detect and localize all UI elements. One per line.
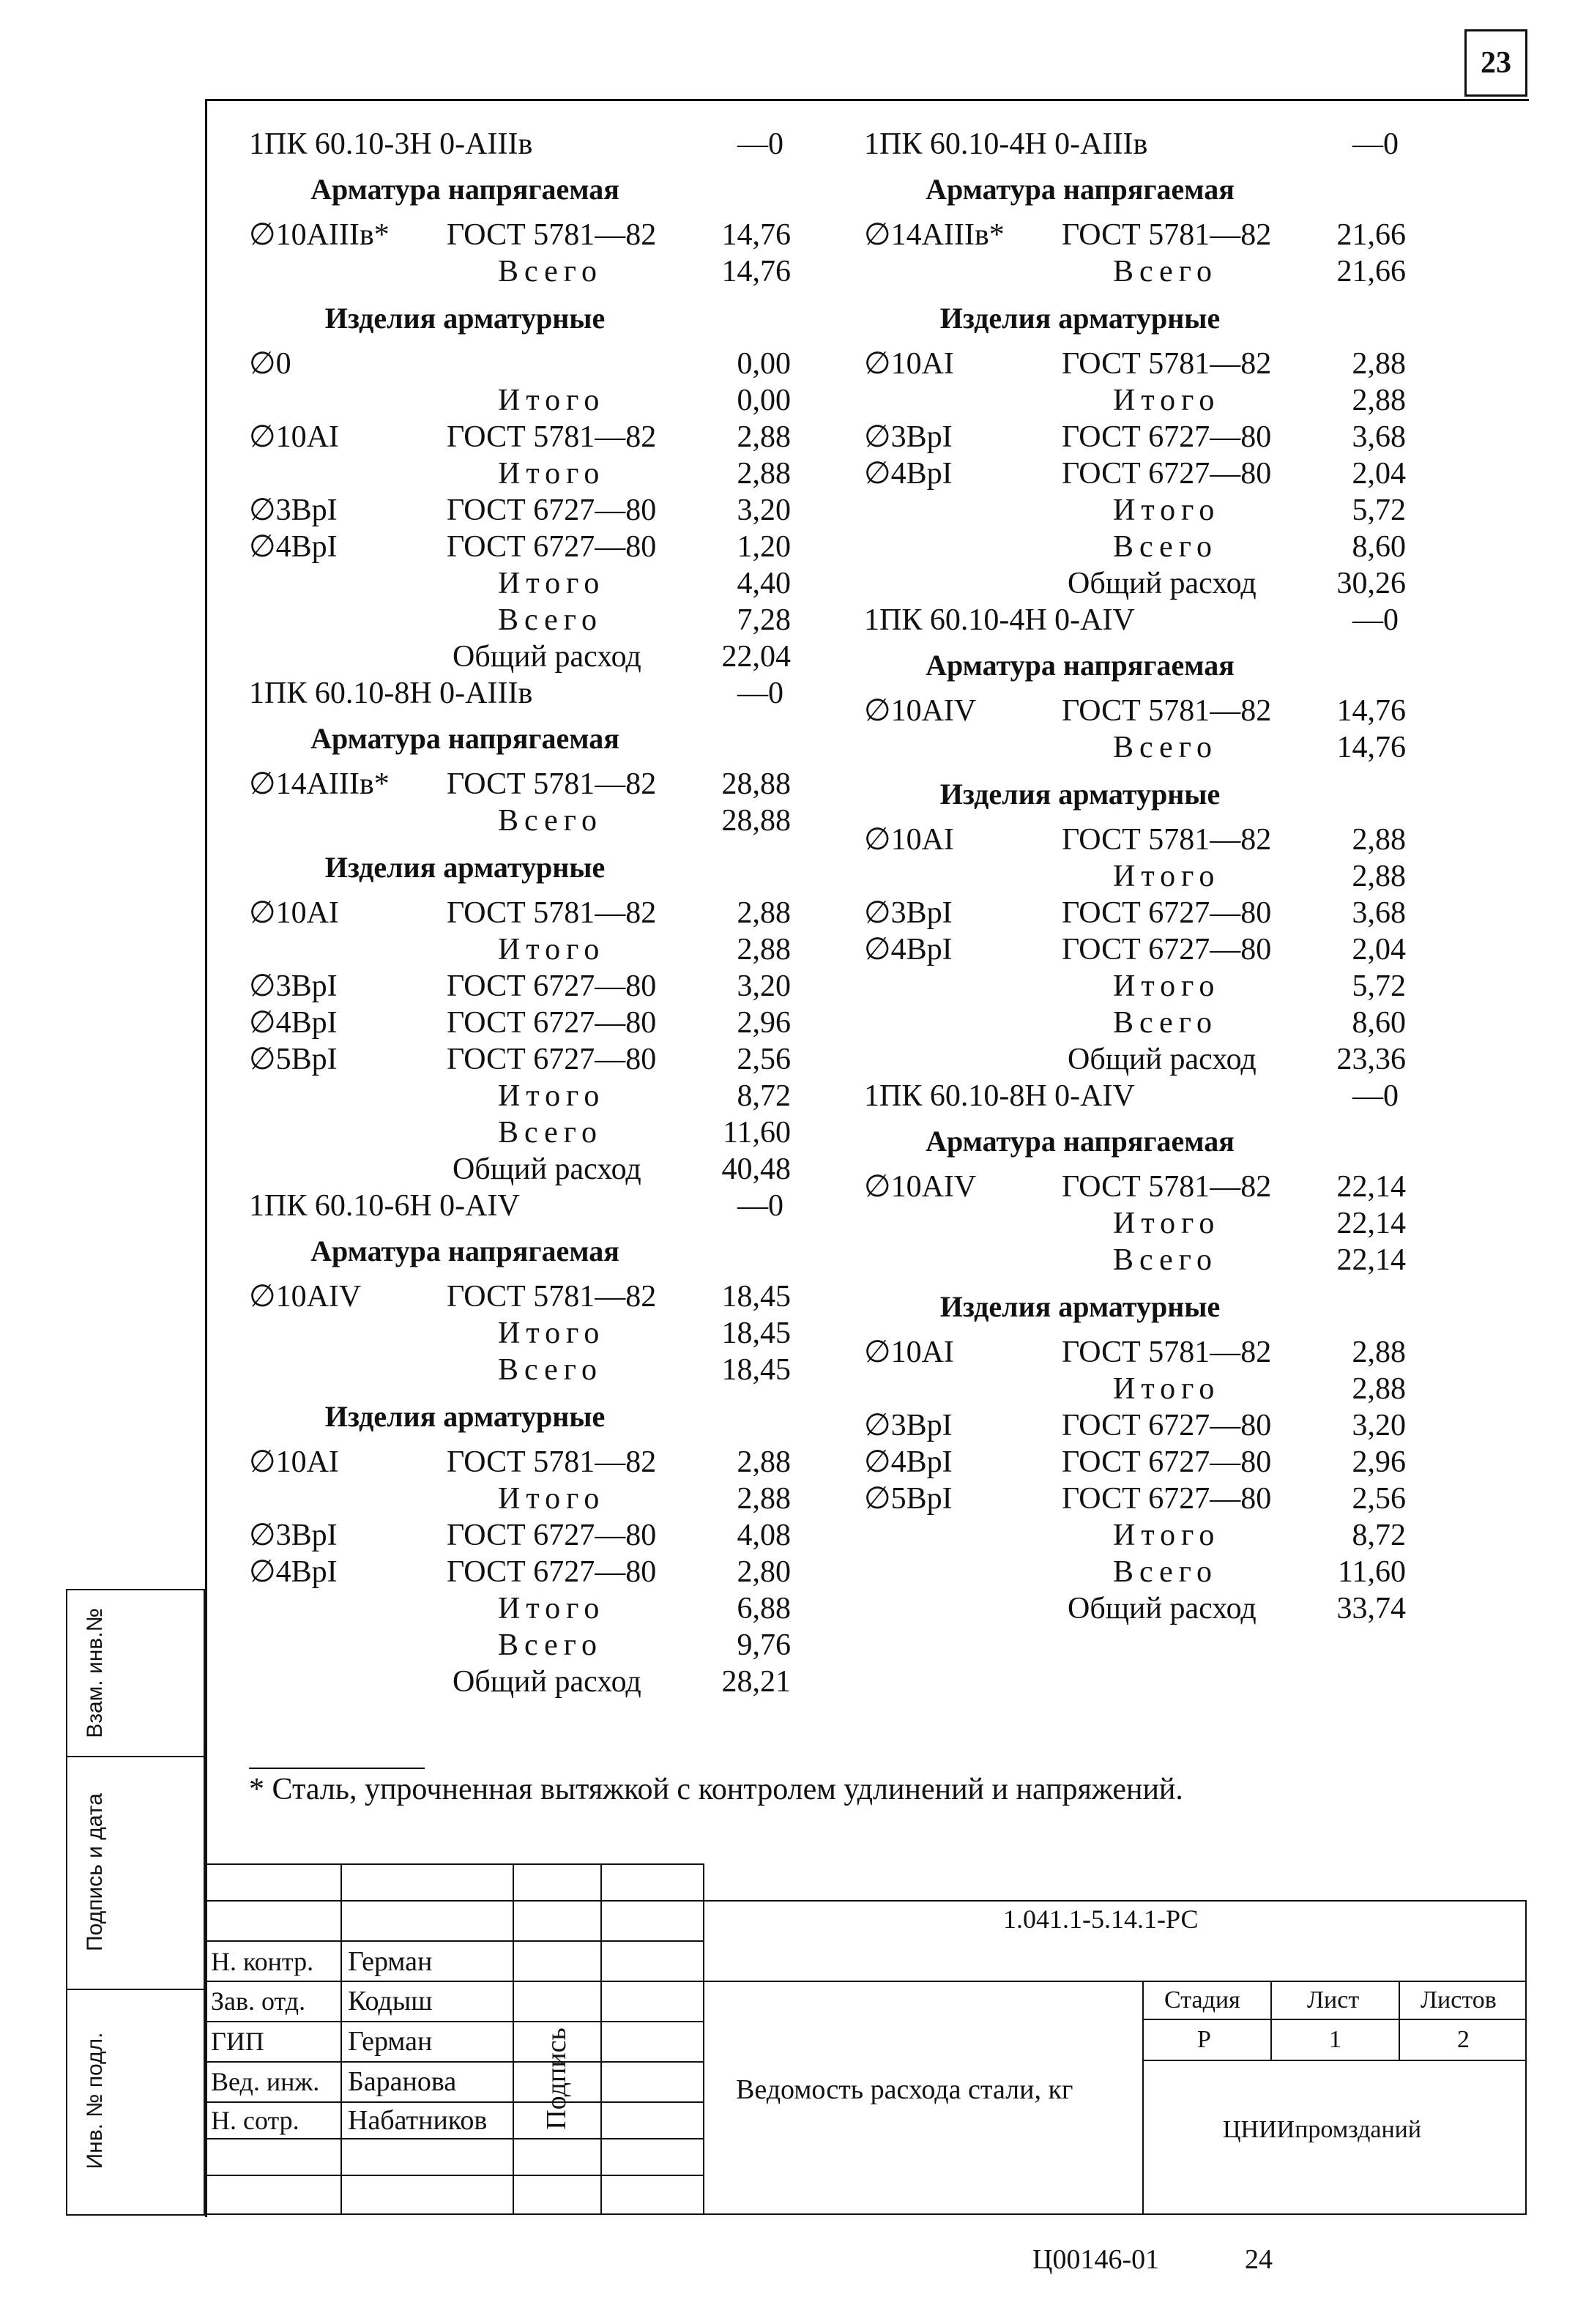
stamp-line (1142, 2060, 1527, 2061)
gost-standard: ГОСТ 5781—82 (1062, 347, 1272, 381)
title-block (205, 1863, 1527, 2215)
subtotal-label: Всего (1113, 731, 1218, 764)
sheet-value: 1 (1329, 2026, 1341, 2053)
gost-standard: ГОСТ 6727—80 (1062, 1445, 1272, 1479)
side-label-inv: Инв. № подл. (83, 2032, 107, 2170)
mass-value: 21,66 (1336, 218, 1406, 252)
mass-value: —0 (1352, 127, 1399, 161)
gost-standard: ГОСТ 5781—82 (447, 896, 657, 930)
stamp-bottom-edge (205, 2213, 1527, 2215)
subtotal-label: Итого (1113, 860, 1221, 893)
subtotal-row (249, 1352, 791, 1388)
subtotal-row (864, 968, 1406, 1005)
subtotal-label: Итого (498, 1482, 606, 1516)
subtotal-label: Всего (1113, 255, 1218, 288)
subtotal-label: Всего (1113, 1006, 1218, 1040)
gost-standard: ГОСТ 5781—82 (447, 767, 657, 801)
steel-row (249, 419, 791, 455)
subtotal-row (249, 565, 791, 602)
stamp-line (205, 1940, 703, 1942)
mass-value: 28,88 (721, 767, 791, 801)
gost-standard: ГОСТ 5781—82 (1062, 218, 1272, 252)
subtotal-row (249, 455, 791, 492)
mass-value: 2,56 (737, 1043, 791, 1076)
steel-row (864, 693, 1406, 729)
total-row (249, 1151, 791, 1188)
side-label-podpis: Подпись и дата (83, 1793, 107, 1951)
product-name: 1ПК 60.10-4Н 0-АIIIв (864, 127, 1148, 161)
rebar-item: ∅10АIV (249, 1280, 362, 1314)
stamp-line (703, 1863, 704, 2215)
stamp-line (205, 2021, 703, 2022)
mass-value: 3,68 (1352, 420, 1406, 454)
role-gip: ГИП (211, 2027, 264, 2056)
subtotal-label: Всего (498, 1116, 603, 1150)
mass-value: 2,88 (737, 1445, 791, 1479)
gost-standard: ГОСТ 6727—80 (1062, 1409, 1272, 1442)
total-label: Общий расход (453, 1152, 641, 1186)
steel-row (864, 1334, 1406, 1371)
product-name: 1ПК 60.10-4Н 0-АIV (864, 603, 1135, 637)
steel-row (249, 529, 791, 565)
total-row (864, 1041, 1406, 1078)
rebar-item: ∅4ВрI (249, 1006, 338, 1040)
steel-row (249, 1517, 791, 1554)
rebar-item: ∅10АIV (864, 694, 977, 728)
mass-value: 14,76 (1336, 694, 1406, 728)
subtotal-label: Итого (498, 384, 606, 417)
steel-row (249, 346, 791, 382)
gost-standard: ГОСТ 6727—80 (447, 1043, 657, 1076)
role-vedinzh: Вед. инж. (211, 2067, 320, 2096)
section-heading-text: Изделия арматурные (324, 851, 606, 884)
stamp-line (205, 1863, 703, 1865)
steel-row (864, 822, 1406, 858)
product-row (249, 675, 791, 712)
rebar-item: ∅3ВрI (864, 1409, 953, 1442)
subtotal-row (249, 1481, 791, 1517)
mass-value: 2,04 (1352, 457, 1406, 491)
mass-value: 30,26 (1336, 567, 1406, 600)
mass-value: 5,72 (1352, 494, 1406, 527)
mass-value: 7,28 (737, 603, 791, 637)
subtotal-row (864, 529, 1406, 565)
mass-value: 4,40 (737, 567, 791, 600)
section-heading-text: Изделия арматурные (939, 302, 1221, 335)
subtotal-label: Всего (1113, 1243, 1218, 1277)
rebar-item: ∅4ВрI (864, 933, 953, 967)
mass-value: 2,88 (737, 1482, 791, 1516)
mass-value: 2,96 (737, 1006, 791, 1040)
subtotal-row (249, 1315, 791, 1352)
total-label: Общий расход (453, 1665, 641, 1699)
section-heading (864, 300, 1406, 337)
mass-value: 2,88 (1352, 823, 1406, 857)
rebar-item: ∅4ВрI (864, 457, 953, 491)
product-row (249, 1188, 791, 1224)
subtotal-label: Итого (498, 1079, 606, 1113)
mass-value: —0 (737, 1189, 783, 1223)
stamp-line (1270, 1981, 1272, 2061)
stamp-line (600, 1863, 602, 2215)
subtotal-row (249, 253, 791, 290)
subtotal-label: Итого (1113, 494, 1221, 527)
subtotal-row (864, 1371, 1406, 1407)
steel-row (864, 455, 1406, 492)
rebar-item: ∅0 (249, 347, 291, 381)
subtotal-row (864, 253, 1406, 290)
stamp-line (340, 1863, 342, 2215)
subtotal-row (249, 1627, 791, 1664)
mass-value: 22,14 (1336, 1243, 1406, 1277)
total-row (249, 638, 791, 675)
section-heading (864, 1123, 1406, 1160)
subtotal-label: Итого (1113, 969, 1221, 1003)
total-row (864, 565, 1406, 602)
mass-value: 2,88 (737, 933, 791, 967)
subtotal-row (249, 1114, 791, 1151)
rebar-item: ∅10АIIIв* (249, 218, 390, 252)
mass-value: 2,88 (1352, 1372, 1406, 1406)
total-label: Общий расход (1068, 1592, 1256, 1625)
total-label: Общий расход (1068, 567, 1256, 600)
section-heading (249, 171, 791, 208)
mass-value: 28,88 (721, 804, 791, 838)
subtotal-row (864, 382, 1406, 419)
rebar-item: ∅10АI (249, 896, 339, 930)
section-heading (249, 1233, 791, 1270)
stamp-line (205, 1981, 1527, 1982)
signature-label: Подпись (541, 2027, 572, 2130)
rebar-item: ∅3ВрI (864, 896, 953, 930)
section-heading-text: Арматура напрягаемая (926, 1125, 1235, 1158)
steel-row (249, 895, 791, 931)
rebar-item: ∅5ВрI (249, 1043, 338, 1076)
stamp-line (1399, 1981, 1400, 2061)
product-row (864, 602, 1406, 638)
gost-standard: ГОСТ 5781—82 (1062, 1336, 1272, 1369)
gost-standard: ГОСТ 6727—80 (1062, 420, 1272, 454)
mass-value: 3,68 (1352, 896, 1406, 930)
mass-value: 14,76 (721, 218, 791, 252)
product-row (864, 126, 1406, 163)
mass-value: 22,14 (1336, 1170, 1406, 1204)
gost-standard: ГОСТ 6727—80 (447, 1006, 657, 1040)
subtotal-row (864, 1005, 1406, 1041)
bottom-page: 24 (1245, 2244, 1273, 2275)
steel-row (249, 968, 791, 1005)
rebar-item: ∅4ВрI (864, 1445, 953, 1479)
subtotal-row (864, 1242, 1406, 1278)
mass-value: 33,74 (1336, 1592, 1406, 1625)
rebar-item: ∅10АI (249, 420, 339, 454)
subtotal-label: Всего (498, 804, 603, 838)
stamp-line (513, 1863, 514, 2215)
steel-row (249, 766, 791, 802)
gost-standard: ГОСТ 5781—82 (447, 1280, 657, 1314)
section-heading (864, 776, 1406, 813)
subtotal-label: Всего (1113, 530, 1218, 564)
gost-standard: ГОСТ 6727—80 (1062, 933, 1272, 967)
mass-value: 2,56 (1352, 1482, 1406, 1516)
steel-row (249, 492, 791, 529)
section-heading (249, 300, 791, 337)
mass-value: 2,80 (737, 1555, 791, 1589)
subtotal-row (864, 1205, 1406, 1242)
subtotal-label: Итого (1113, 1207, 1221, 1240)
subtotal-label: Всего (498, 603, 603, 637)
section-heading (864, 647, 1406, 684)
mass-value: 2,96 (1352, 1445, 1406, 1479)
mass-value: —0 (1352, 1079, 1399, 1113)
gost-standard: ГОСТ 6727—80 (1062, 457, 1272, 491)
mass-value: 0,00 (737, 347, 791, 381)
stamp-line (1142, 2019, 1527, 2020)
mass-value: 8,72 (737, 1079, 791, 1113)
rebar-item: ∅5ВрI (864, 1482, 953, 1516)
mass-value: 18,45 (721, 1280, 791, 1314)
mass-value: 9,76 (737, 1628, 791, 1662)
rebar-item: ∅3ВрI (249, 494, 338, 527)
name-nsotr: Набатников (348, 2105, 488, 2136)
section-heading (249, 849, 791, 886)
subtotal-row (864, 729, 1406, 766)
steel-row (249, 1278, 791, 1315)
subtotal-label: Всего (1113, 1555, 1218, 1589)
mass-value: 23,36 (1336, 1043, 1406, 1076)
section-heading-text: Арматура напрягаемая (926, 649, 1235, 682)
steel-row (864, 346, 1406, 382)
mass-value: 2,88 (737, 896, 791, 930)
section-heading-text: Изделия арматурные (939, 1290, 1221, 1323)
subtotal-label: Итого (498, 1592, 606, 1625)
subtotal-row (249, 1078, 791, 1114)
subtotal-label: Итого (1113, 1372, 1221, 1406)
gost-standard: ГОСТ 5781—82 (1062, 694, 1272, 728)
section-heading-text: Арматура напрягаемая (926, 173, 1235, 206)
section-heading-text: Арматура напрягаемая (310, 1234, 619, 1267)
mass-value: 11,60 (723, 1116, 791, 1150)
subtotal-row (249, 802, 791, 839)
subtotal-row (249, 931, 791, 968)
gost-standard: ГОСТ 5781—82 (1062, 1170, 1272, 1204)
steel-row (249, 1041, 791, 1078)
subtotal-label: Итого (498, 933, 606, 967)
gost-standard: ГОСТ 5781—82 (447, 420, 657, 454)
mass-value: 22,04 (721, 640, 791, 674)
role-nsotr: Н. сотр. (211, 2106, 299, 2135)
total-label: Общий расход (1068, 1043, 1256, 1076)
total-label: Общий расход (453, 640, 641, 674)
mass-value: 8,60 (1352, 1006, 1406, 1040)
organization: ЦНИИпромзданий (1223, 2116, 1422, 2143)
mass-value: 6,88 (737, 1592, 791, 1625)
stamp-line (205, 1900, 1527, 1902)
rebar-item: ∅14АIIIв* (864, 218, 1005, 252)
mass-value: 22,14 (1336, 1207, 1406, 1240)
subtotal-row (249, 602, 791, 638)
mass-value: 14,76 (721, 255, 791, 288)
sheets-label: Листов (1421, 1986, 1497, 2014)
rebar-item: ∅3ВрI (249, 1519, 338, 1552)
gost-standard: ГОСТ 6727—80 (447, 1555, 657, 1589)
steel-row (249, 1554, 791, 1590)
name-vedinzh: Баранова (348, 2066, 457, 2097)
mass-value: 8,60 (1352, 530, 1406, 564)
sheets-value: 2 (1457, 2026, 1470, 2053)
product-name: 1ПК 60.10-8Н 0-АIIIв (249, 677, 533, 710)
side-line (66, 2214, 206, 2216)
mass-value: 2,04 (1352, 933, 1406, 967)
product-name: 1ПК 60.10-6Н 0-АIV (249, 1189, 520, 1223)
subtotal-row (864, 1554, 1406, 1590)
footnote: * Сталь, упрочненная вытяжкой с контролем удлинений и напряжений. (249, 1773, 1183, 1806)
rebar-item: ∅10АI (864, 1336, 954, 1369)
product-row (864, 1078, 1406, 1114)
subtotal-label: Всего (498, 1353, 603, 1387)
subtotal-label: Итого (1113, 384, 1221, 417)
mass-value: 2,88 (1352, 860, 1406, 893)
page-number: 23 (1464, 29, 1527, 97)
section-heading-text: Изделия арматурные (939, 778, 1221, 811)
total-row (864, 1590, 1406, 1627)
gost-standard: ГОСТ 6727—80 (447, 1519, 657, 1552)
section-heading (249, 1399, 791, 1435)
subtotal-row (249, 1590, 791, 1627)
stamp-right-edge (1525, 1900, 1527, 2215)
gost-standard: ГОСТ 5781—82 (447, 1445, 657, 1479)
section-heading (864, 171, 1406, 208)
role-zavotd: Зав. отд. (211, 1986, 306, 2016)
steel-row (249, 1444, 791, 1481)
mass-value: 14,76 (1336, 731, 1406, 764)
mass-value: 28,21 (721, 1665, 791, 1699)
sheet-label: Лист (1307, 1986, 1360, 2014)
mass-value: 3,20 (737, 494, 791, 527)
product-row (249, 126, 791, 163)
mass-value: —0 (737, 677, 783, 710)
side-label-vzam: Взам. инв.№ (83, 1608, 107, 1738)
mass-value: 4,08 (737, 1519, 791, 1552)
steel-row (864, 217, 1406, 253)
steel-row (864, 419, 1406, 455)
mass-value: 1,20 (737, 530, 791, 564)
section-heading-text: Изделия арматурные (324, 1400, 606, 1433)
steel-row (864, 931, 1406, 968)
steel-row (864, 1169, 1406, 1205)
mass-value: 2,88 (737, 420, 791, 454)
mass-value: 2,88 (1352, 384, 1406, 417)
gost-standard: ГОСТ 6727—80 (447, 494, 657, 527)
rebar-item: ∅10АI (864, 823, 954, 857)
mass-value: 21,66 (1336, 255, 1406, 288)
section-heading (864, 1289, 1406, 1325)
role-ncontr: Н. контр. (211, 1947, 314, 1976)
rebar-item: ∅4ВрI (249, 530, 338, 564)
rebar-item: ∅3ВрI (864, 420, 953, 454)
subtotal-label: Итого (498, 567, 606, 600)
name-gip: Герман (348, 2026, 433, 2057)
stamp-line (205, 2175, 703, 2176)
mass-value: —0 (737, 127, 783, 161)
subtotal-label: Итого (1113, 1519, 1221, 1552)
steel-row (249, 1005, 791, 1041)
section-heading-text: Изделия арматурные (324, 302, 606, 335)
subtotal-label: Итого (498, 457, 606, 491)
total-row (249, 1664, 791, 1700)
rebar-item: ∅10АIV (864, 1170, 977, 1204)
steel-row (864, 1444, 1406, 1481)
gost-standard: ГОСТ 6727—80 (1062, 896, 1272, 930)
subtotal-row (864, 1517, 1406, 1554)
gost-standard: ГОСТ 5781—82 (447, 218, 657, 252)
product-name: 1ПК 60.10-8Н 0-АIV (864, 1079, 1135, 1113)
rebar-item: ∅10АI (864, 347, 954, 381)
bottom-doc-id: Ц00146-01 (1032, 2244, 1160, 2275)
name-zavotd: Кодыш (348, 1986, 433, 2016)
section-heading (249, 720, 791, 757)
stamp-line (205, 2138, 703, 2139)
mass-value: 8,72 (1352, 1519, 1406, 1552)
mass-value: 2,88 (737, 457, 791, 491)
mass-value: 18,45 (721, 1353, 791, 1387)
steel-row (864, 895, 1406, 931)
mass-value: 18,45 (721, 1316, 791, 1350)
steel-row (249, 217, 791, 253)
subtotal-row (249, 382, 791, 419)
subtotal-row (864, 492, 1406, 529)
mass-value: 3,20 (1352, 1409, 1406, 1442)
footnote-rule (249, 1768, 425, 1769)
mass-value: 2,88 (1352, 347, 1406, 381)
mass-value: 5,72 (1352, 969, 1406, 1003)
subtotal-label: Итого (498, 1316, 606, 1350)
rebar-item: ∅10АI (249, 1445, 339, 1479)
mass-value: 0,00 (737, 384, 791, 417)
product-name: 1ПК 60.10-3Н 0-АIIIв (249, 127, 533, 161)
gost-standard: ГОСТ 6727—80 (447, 969, 657, 1003)
gost-standard: ГОСТ 6727—80 (447, 530, 657, 564)
subtotal-row (864, 858, 1406, 895)
document-code: 1.041.1-5.14.1-РС (1003, 1904, 1199, 1934)
section-heading-text: Арматура напрягаемая (310, 173, 619, 206)
mass-value: 40,48 (721, 1152, 791, 1186)
stage-label: Стадия (1164, 1986, 1240, 2014)
subtotal-label: Всего (498, 255, 603, 288)
section-heading-text: Арматура напрягаемая (310, 722, 619, 755)
rebar-item: ∅4ВрI (249, 1555, 338, 1589)
steel-row (864, 1407, 1406, 1444)
mass-value: —0 (1352, 603, 1399, 637)
mass-value: 3,20 (737, 969, 791, 1003)
rebar-item: ∅14АIIIв* (249, 767, 390, 801)
gost-standard: ГОСТ 6727—80 (1062, 1482, 1272, 1516)
mass-value: 11,60 (1338, 1555, 1406, 1589)
subtotal-label: Всего (498, 1628, 603, 1662)
stamp-line (205, 2061, 703, 2063)
name-ncontr: Герман (348, 1946, 433, 1977)
mass-value: 2,88 (1352, 1336, 1406, 1369)
steel-row (864, 1481, 1406, 1517)
rebar-item: ∅3ВрI (249, 969, 338, 1003)
gost-standard: ГОСТ 5781—82 (1062, 823, 1272, 857)
stamp-line (1142, 1981, 1144, 2215)
stage-value: Р (1197, 2026, 1211, 2053)
document-title: Ведомость расхода стали, кг (736, 2074, 1073, 2105)
